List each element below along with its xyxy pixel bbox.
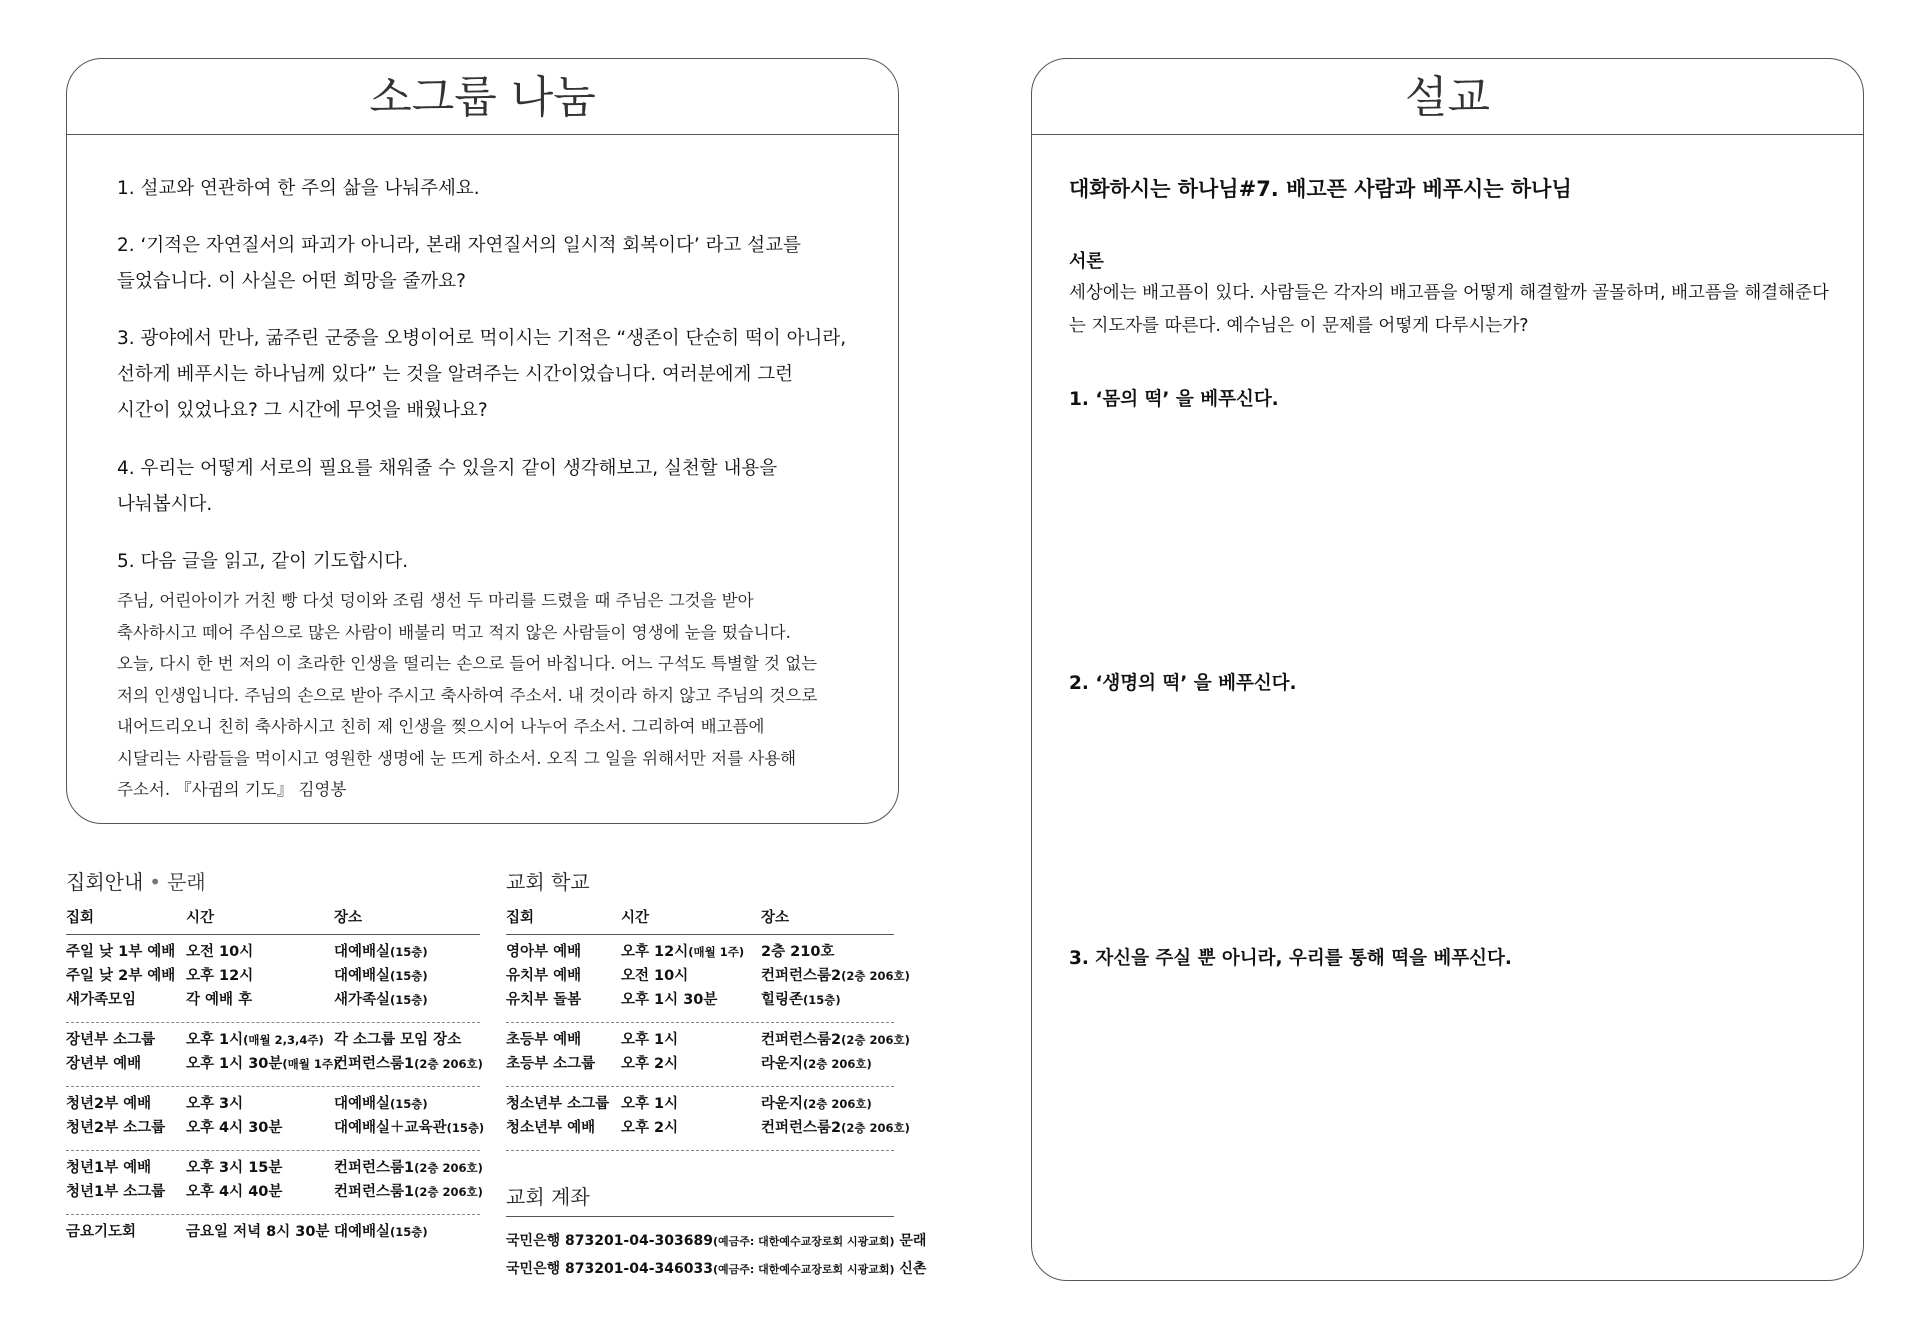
meeting-name: 청년2부 예배 <box>66 1096 152 1112</box>
table-cell <box>506 940 581 964</box>
meeting-name: 청소년부 소그룹 <box>506 1096 610 1112</box>
table-cell <box>621 1092 678 1116</box>
table-cell <box>334 1220 428 1244</box>
table-row <box>506 1028 910 1052</box>
meetings-title: 집회안내 <box>66 870 144 894</box>
question-line: 3. 광야에서 만나, 굶주린 군중을 오병이어로 먹이시는 기적은 “생존이 단순히 떡이 아니라, <box>117 328 847 349</box>
small-group-panel <box>66 58 899 824</box>
meeting-place: 대예배실 <box>334 968 391 984</box>
schedule-group <box>66 1023 483 1087</box>
header-place: 장소 <box>334 910 363 926</box>
header-time: 시간 <box>621 910 650 926</box>
table-cell <box>334 1180 483 1204</box>
accounts-section-title: 교회 계좌 <box>506 1185 590 1209</box>
meeting-place: 대예배실 <box>334 1224 391 1240</box>
prayer-line: 내어드리오니 친히 축사하시고 친히 제 인생을 찢으시어 나누어 주소서. 그리하여 배고픔에 <box>117 717 765 736</box>
table-cell <box>506 1116 595 1140</box>
sermon-heading: 설교 <box>1032 59 1863 135</box>
meetings-table <box>66 906 485 1254</box>
table-cell <box>621 964 688 988</box>
table-row <box>66 1116 485 1140</box>
table-cell <box>621 1052 678 1076</box>
bank-name: 국민은행 <box>506 1261 561 1277</box>
meeting-place: 컨퍼런스룸2 <box>761 1032 842 1048</box>
table-cell <box>334 988 428 1012</box>
meeting-place: 라운지 <box>761 1056 804 1072</box>
table-cell <box>186 1156 282 1180</box>
intro-label: 서론 <box>1069 251 1104 272</box>
meeting-place: 컨퍼런스룸1 <box>334 1056 415 1072</box>
place-note: (15층) <box>390 1097 428 1111</box>
question-line: 4. 우리는 어떻게 서로의 필요를 채워줄 수 있을지 같이 생각해보고, 실천할 내용을 <box>117 458 778 479</box>
table-cell <box>186 964 253 988</box>
prayer-line: 주소서. 『사귐의 기도』 김영봉 <box>117 780 347 799</box>
place-note: (2층 206호) <box>841 1121 910 1135</box>
table-cell <box>334 1156 483 1180</box>
table-cell <box>334 964 428 988</box>
table-cell <box>334 940 428 964</box>
table-cell <box>761 1028 910 1052</box>
meeting-time: 오전 10시 <box>621 968 689 984</box>
meeting-name: 초등부 예배 <box>506 1032 582 1048</box>
sermon-point-3: 3. 자신을 주실 뿐 아니라, 우리를 통해 떡을 베푸신다. <box>1069 948 1512 969</box>
meeting-name: 주일 낮 2부 예배 <box>66 968 176 984</box>
table-cell <box>186 1028 324 1052</box>
meeting-name: 금요기도회 <box>66 1224 137 1240</box>
table-cell <box>66 964 175 988</box>
table-cell <box>66 940 175 964</box>
schedule-group <box>66 1215 480 1254</box>
table-row <box>66 1092 480 1116</box>
table-cell <box>761 1092 872 1116</box>
table-row <box>506 1092 894 1116</box>
place-note: (2층 206호) <box>414 1185 483 1199</box>
meeting-place: 2층 210호 <box>761 944 835 960</box>
prayer-line: 주님, 어린아이가 거친 빵 다섯 덩이와 조림 생선 두 마리를 드렸을 때 주님은 그것을 받아 <box>117 591 754 610</box>
table-row <box>506 1116 910 1140</box>
meetings-section-title <box>66 866 206 895</box>
meeting-name: 장년부 예배 <box>66 1056 142 1072</box>
table-cell <box>66 1156 151 1180</box>
question-3 <box>117 321 857 429</box>
meeting-place: 대예배실 <box>334 944 391 960</box>
table-row <box>66 1052 483 1076</box>
table-cell <box>186 940 253 964</box>
schedule-group <box>506 935 910 1023</box>
table-cell <box>506 1028 581 1052</box>
meeting-place: 새가족실 <box>334 992 391 1008</box>
table-cell <box>66 1028 155 1052</box>
table-cell <box>334 1116 484 1140</box>
sermon-panel <box>1031 58 1864 1281</box>
school-table <box>506 906 910 1151</box>
meeting-time: 오후 1시 30분 <box>186 1056 283 1072</box>
meeting-place: 컨퍼런스룸1 <box>334 1160 415 1176</box>
meeting-time: 오후 3시 15분 <box>186 1160 283 1176</box>
place-note: (2층 206호) <box>803 1057 872 1071</box>
time-note: (매월 1주) <box>282 1057 339 1071</box>
place-note: (2층 206호) <box>414 1057 483 1071</box>
meeting-place: 컨퍼런스룸2 <box>761 1120 842 1136</box>
time-note: (매월 2,3,4주) <box>243 1033 324 1047</box>
table-cell <box>186 1116 282 1140</box>
table-cell <box>186 1180 282 1204</box>
table-cell <box>506 1092 609 1116</box>
small-group-heading: 소그룹 나눔 <box>67 59 898 135</box>
table-cell <box>506 988 581 1012</box>
place-note: (15층) <box>446 1121 485 1135</box>
table-cell <box>621 940 744 964</box>
meeting-place: 컨퍼런스룸1 <box>334 1184 415 1200</box>
place-note: (15층) <box>390 969 428 983</box>
header-meeting: 집회 <box>66 910 95 926</box>
question-5 <box>117 544 857 580</box>
bank-name: 국민은행 <box>506 1233 561 1249</box>
header-place: 장소 <box>761 910 790 926</box>
place-note: (2층 206호) <box>841 1033 910 1047</box>
sermon-point-2: 2. ‘생명의 떡’ 을 베푸신다. <box>1069 673 1297 694</box>
table-row <box>66 964 480 988</box>
table-cell <box>506 1052 595 1076</box>
title-separator: • <box>149 870 162 894</box>
table-cell <box>621 988 717 1012</box>
table-row <box>66 1028 480 1052</box>
table-row <box>506 1052 894 1076</box>
place-note: (15층) <box>390 993 428 1007</box>
prayer-line: 오늘, 다시 한 번 저의 이 초라한 인생을 떨리는 손으로 들어 바칩니다. 어느 구석도 특별할 것 없는 <box>117 654 818 673</box>
header-meeting: 집회 <box>506 910 535 926</box>
meeting-name: 새가족모임 <box>66 992 137 1008</box>
sermon-point-1: 1. ‘몸의 떡’ 을 베푸신다. <box>1069 389 1279 410</box>
meeting-time: 오후 2시 <box>621 1056 679 1072</box>
place-note: (2층 206호) <box>803 1097 872 1111</box>
question-line: 선하게 베푸시는 하나님께 있다” 는 것을 알려주는 시간이었습니다. 여러분에게 그런 <box>117 364 794 385</box>
meeting-name: 초등부 소그룹 <box>506 1056 596 1072</box>
table-header <box>506 906 894 935</box>
meeting-name: 장년부 소그룹 <box>66 1032 156 1048</box>
table-cell <box>506 964 581 988</box>
meetings-subtitle: 문래 <box>167 870 206 894</box>
account-line-1 <box>506 1230 926 1250</box>
question-4 <box>117 451 857 523</box>
meeting-time: 오후 12시 <box>186 968 254 984</box>
meeting-time: 오후 4시 40분 <box>186 1184 283 1200</box>
question-line: 나눠봅시다. <box>117 494 213 515</box>
account-line-2 <box>506 1258 926 1278</box>
meeting-name: 청년2부 소그룹 <box>66 1120 166 1136</box>
meeting-time: 오후 1시 <box>621 1032 679 1048</box>
prayer-line: 시달리는 사람들을 먹이시고 영원한 생명에 눈 뜨게 하소서. 오직 그 일을 위해서만 저를 사용해 <box>117 748 797 768</box>
prayer-line: 저의 인생입니다. 주님의 손으로 받아 주시고 축사하여 주소서. 내 것이라 하지 않고 주님의 것으로 <box>117 685 818 705</box>
schedule-group <box>506 1023 910 1087</box>
place-note: (15층) <box>803 993 841 1007</box>
table-row <box>66 988 480 1012</box>
account-branch: 문래 <box>899 1233 927 1249</box>
meeting-name: 주일 낮 1부 예배 <box>66 944 176 960</box>
question-line: 들었습니다. 이 사실은 어떤 희망을 줄까요? <box>117 271 466 292</box>
table-cell <box>66 1116 165 1140</box>
table-cell <box>761 988 841 1012</box>
meeting-time: 오후 1시 <box>621 1096 679 1112</box>
schedule-group <box>66 1151 483 1215</box>
sermon-title: 대화하시는 하나님#7. 배고픈 사람과 베푸시는 하나님 <box>1069 177 1572 201</box>
meeting-place: 각 소그룹 모임 장소 <box>334 1032 462 1048</box>
prayer-text <box>117 585 862 806</box>
place-note: (2층 206호) <box>414 1161 483 1175</box>
table-header <box>66 906 480 935</box>
meeting-time: 오후 12시 <box>621 944 689 960</box>
meeting-place: 대예배실 <box>334 1096 391 1112</box>
schedule-group <box>506 1087 910 1151</box>
question-2 <box>117 228 857 300</box>
table-row <box>66 1180 483 1204</box>
place-note: (15층) <box>390 1225 428 1239</box>
table-cell <box>334 1052 483 1076</box>
table-cell <box>66 1220 136 1244</box>
table-cell <box>761 940 834 964</box>
schedule-group <box>66 935 480 1023</box>
meeting-time: 각 예배 후 <box>186 992 253 1008</box>
meeting-name: 유치부 돌봄 <box>506 992 582 1008</box>
table-cell <box>761 1052 872 1076</box>
question-1 <box>117 171 857 207</box>
table-row <box>66 1220 480 1244</box>
table-cell <box>621 1028 678 1052</box>
table-cell <box>761 964 910 988</box>
school-section-title: 교회 학교 <box>506 870 590 894</box>
place-note: (2층 206호) <box>841 969 910 983</box>
meeting-time: 오후 1시 30분 <box>621 992 718 1008</box>
table-row <box>66 1156 483 1180</box>
account-number: 873201-04-303689 <box>564 1233 713 1249</box>
intro-text <box>1069 277 1849 343</box>
meeting-name: 청년1부 소그룹 <box>66 1184 166 1200</box>
table-cell <box>186 988 252 1012</box>
table-cell <box>66 1092 151 1116</box>
account-number: 873201-04-346033 <box>564 1261 713 1277</box>
schedule-group <box>66 1087 485 1151</box>
meeting-place: 컨퍼런스룸2 <box>761 968 842 984</box>
meeting-name: 유치부 예배 <box>506 968 582 984</box>
meeting-time: 오전 10시 <box>186 944 254 960</box>
question-line: 2. ‘기적은 자연질서의 파괴가 아니라, 본래 자연질서의 일시적 회복이다’ 라고 설교를 <box>117 235 801 256</box>
table-cell <box>66 1052 141 1076</box>
meeting-time: 오후 4시 30분 <box>186 1120 283 1136</box>
table-row <box>506 988 894 1012</box>
account-branch: 신촌 <box>899 1261 927 1277</box>
intro-line: 세상에는 배고픔이 있다. 사람들은 각자의 배고픔을 어떻게 해결할까 골몰하며, 배고픔을 해결해준다 <box>1069 283 1829 303</box>
table-cell <box>186 1220 329 1244</box>
question-line: 5. 다음 글을 읽고, 같이 기도합시다. <box>117 551 409 572</box>
question-line: 시간이 있었나요? 그 시간에 무엇을 배웠나요? <box>117 400 488 421</box>
meeting-name: 청년1부 예배 <box>66 1160 152 1176</box>
meeting-time: 오후 1시 <box>186 1032 244 1048</box>
place-note: (15층) <box>390 945 428 959</box>
table-cell <box>334 1028 461 1052</box>
meeting-time: 오후 2시 <box>621 1120 679 1136</box>
header-time: 시간 <box>186 910 215 926</box>
meeting-time: 금요일 저녁 8시 30분 <box>186 1224 330 1240</box>
table-cell <box>761 1116 910 1140</box>
account-holder: (예금주: 대한예수교장로회 시광교회) <box>712 1235 895 1248</box>
table-cell <box>334 1092 428 1116</box>
meeting-place: 라운지 <box>761 1096 804 1112</box>
table-cell <box>186 1052 338 1076</box>
meeting-time: 오후 3시 <box>186 1096 244 1112</box>
meeting-place: 힐링존 <box>761 992 804 1008</box>
intro-line: 는 지도자를 따른다. 예수님은 이 문제를 어떻게 다루시는가? <box>1069 316 1529 336</box>
accounts-divider <box>506 1216 894 1217</box>
question-line: 1. 설교와 연관하여 한 주의 삶을 나눠주세요. <box>117 178 480 199</box>
time-note: (매월 1주) <box>688 945 745 959</box>
prayer-line: 축사하시고 떼어 주심으로 많은 사람이 배불리 먹고 적지 않은 사람들이 영생에 눈을 떴습니다. <box>117 622 791 642</box>
table-cell <box>186 1092 243 1116</box>
table-cell <box>66 1180 165 1204</box>
table-cell <box>621 1116 678 1140</box>
meeting-name: 영아부 예배 <box>506 944 582 960</box>
account-holder: (예금주: 대한예수교장로회 시광교회) <box>712 1263 895 1276</box>
meeting-place: 대예배실＋교육관 <box>334 1120 447 1136</box>
table-row <box>506 964 910 988</box>
table-row <box>66 940 480 964</box>
meeting-name: 청소년부 예배 <box>506 1120 596 1136</box>
table-row <box>506 940 894 964</box>
table-cell <box>66 988 136 1012</box>
